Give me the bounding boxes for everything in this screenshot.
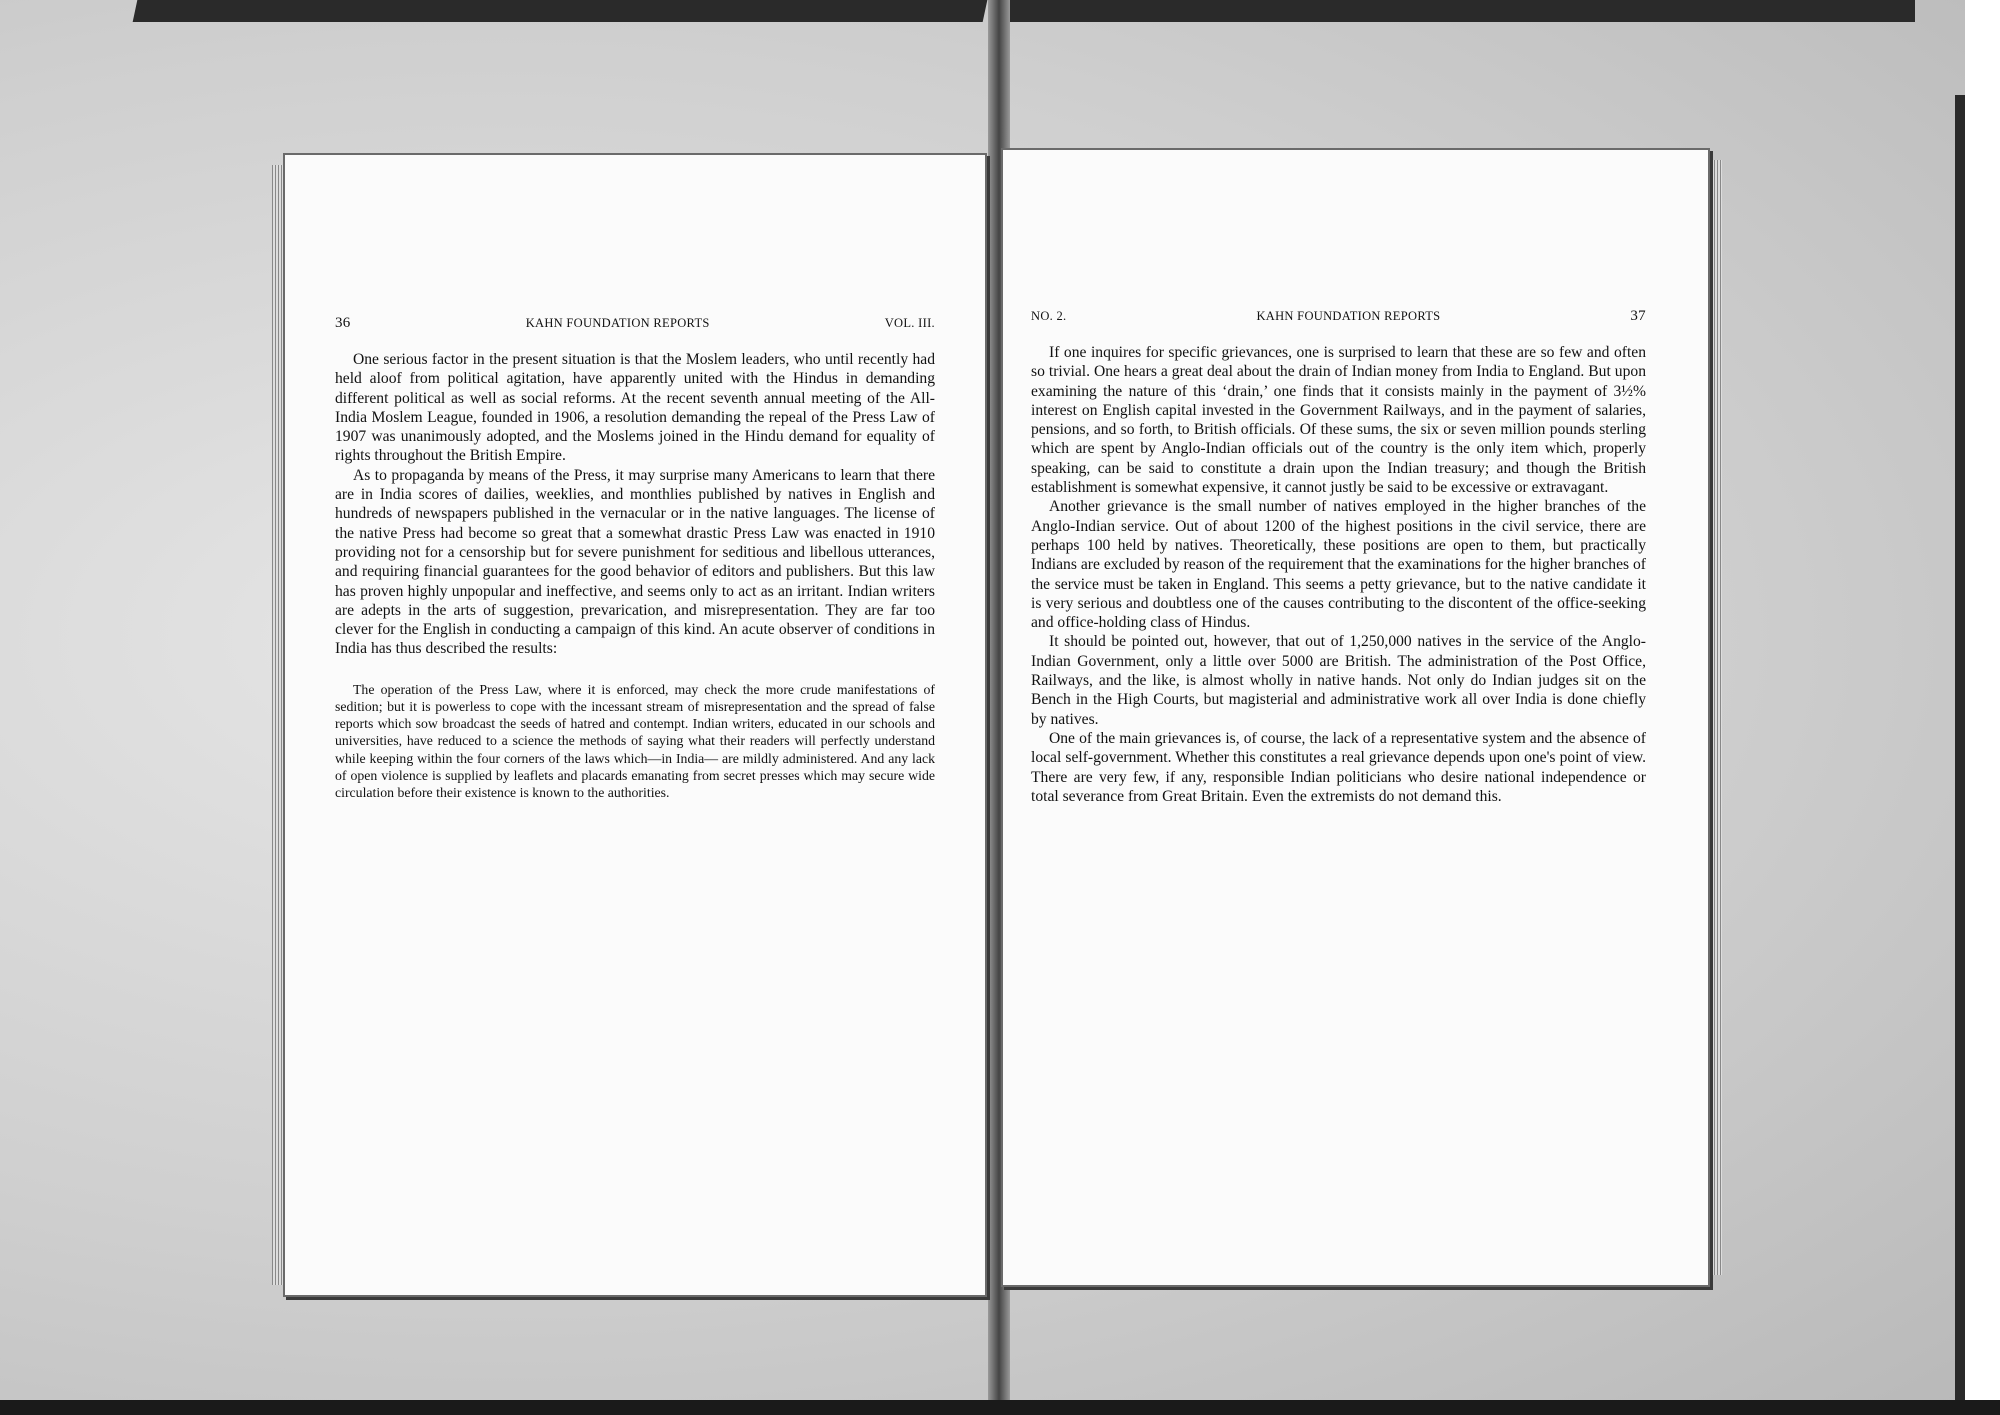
left-paragraph-2: As to propaganda by means of the Press, it may surprise many Americans to learn that there are in India scores of dailies, weeklies, and monthlies published by natives in English and hundreds of newspapers published in the vernacular or in the native languages. The license of the native Press had become so great that a somewhat drastic Press Law was enacted in 1910 providing not for a censorship but for severe punishment for seditious and libellous utterances, and requiring financial guarantees for the good behavior of editors and publishers. But this law has proven highly unpopular and ineffective, and seems only to act as an irritant. Indian writers are adepts in the arts of suggestion, prevarication, and misrepresentation. They are far too clever for the English in conducting a campaign of this kind. An acute observer of conditions in India has thus described the results: xyxy=(335,466,935,658)
left-page-edges xyxy=(272,165,286,1285)
scan-dark-strip-bottom xyxy=(0,1400,2000,1415)
right-paragraph-3: It should be pointed out, however, that out of 1,250,000 natives in the service of the Anglo-Indian Government, only a little over 5000 are British. The administration of the Post Office, Railways, and the like, is almost wholly in native hands. Not only do Indian judges sit on the Bench in the High Courts, but magisterial and administrative work all over India is done chiefly by natives. xyxy=(1031,633,1646,728)
left-page xyxy=(285,155,985,1295)
right-page-edges xyxy=(1706,160,1722,1275)
right-running-head xyxy=(1031,308,1646,325)
scan-dark-strip-right xyxy=(1955,95,1965,1400)
left-paragraph-1: One serious factor in the present situation is that the Moslem leaders, who until recently had held aloof from political agitation, have apparently united with the Hindus in demanding different political as well as social reforms. At the recent seventh annual meeting of the All-India Moslem League, founded in 1906, a resolution demanding the repeal of the Press Law of 1907 was unanimously adopted, and the Moslems joined in the Hindu demand for equality of rights throughout the British Empire. xyxy=(335,351,935,465)
right-paragraph-2: Another grievance is the small number of natives employed in the higher branches of the Anglo-Indian service. Out of about 1200 of the highest positions in the civil service, there are perhaps 100 held by natives. Theoretically, these positions are open to them, but practically Indians are excluded by reason of the requirement that the examinations for the higher branches of the service must be taken in England. This seems a petty grievance, but to the native candidate it is very serious and doubtless one of the causes contributing to the discontent of the office-seeking and office-holding class of Hindus. xyxy=(1031,498,1646,632)
right-number-label: NO. 2. xyxy=(1031,309,1067,323)
left-page-number: 36 xyxy=(335,315,351,331)
right-page-number: 37 xyxy=(1630,308,1646,324)
left-page-text xyxy=(335,315,935,801)
left-running-head xyxy=(335,315,935,332)
scan-dark-strip-top-right xyxy=(1010,0,1915,22)
left-volume-label: VOL. III. xyxy=(884,316,935,330)
scan-margin-right xyxy=(1965,0,2000,1415)
right-paragraph-1: If one inquires for specific grievances, one is surprised to learn that these are so few and often so trivial. One hears a great deal about the drain of Indian money from India to England. But upon examining the nature of this ‘drain,’ one finds that it consists mainly in the payment of 3½% interest on English capital invested in the Government Railways, and in the payment of salaries, pensions, and so forth, to British officials. Of these sums, the six or seven million pounds sterling which are spent by Anglo-Indian officials out of the country is the only item which, properly speaking, can be said to constitute a drain upon the Indian treasury; and though the British establishment is somewhat expensive, it cannot justly be said to be excessive or extravagant. xyxy=(1031,344,1646,497)
left-block-quote: The operation of the Press Law, where it is enforced, may check the more crude manifestations of sedition; but it is powerless to cope with the incessant stream of misrepresentation and the spread of false reports which sow broadcast the seeds of hatred and contempt. Indian writers, educated in our schools and universities, have reduced to a science the methods of saying what their readers will perfectly understand while keeping within the four corners of the laws which—in India— are mildly administered. And any lack of open violence is supplied by leaflets and placards emanating from secret presses which may secure wide circulation before their existence is known to the authorities. xyxy=(335,681,935,800)
right-running-title: KAHN FOUNDATION REPORTS xyxy=(1256,309,1441,323)
right-page xyxy=(1003,150,1708,1285)
right-page-text xyxy=(1031,308,1646,806)
left-running-title: KAHN FOUNDATION REPORTS xyxy=(525,316,710,330)
scan-dark-strip-top-left xyxy=(133,0,988,22)
right-paragraph-4: One of the main grievances is, of course, the lack of a representative system and the absence of local self-government. Whether this constitutes a real grievance depends upon one's point of view. There are very few, if any, responsible Indian politicians who desire national independence or total severance from Great Britain. Even the extremists do not demand this. xyxy=(1031,729,1646,805)
